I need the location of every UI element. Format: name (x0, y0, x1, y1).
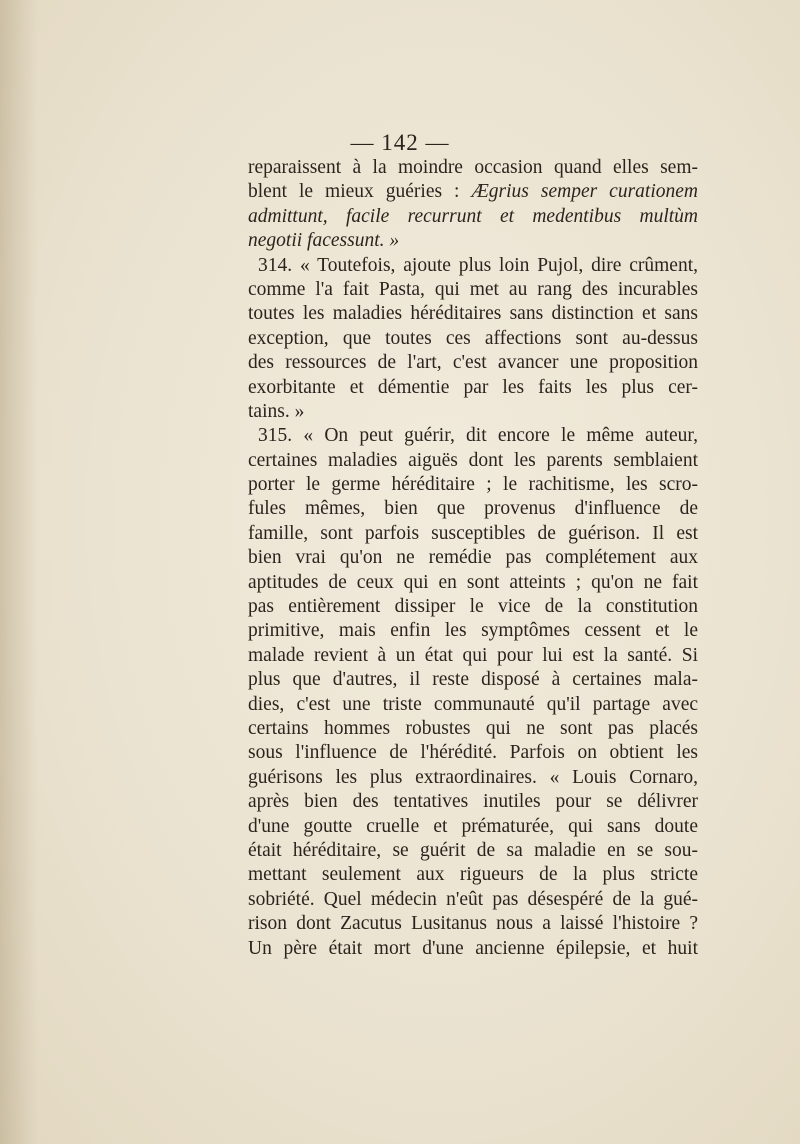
text-line: exception, que toutes ces affections sont au-dessus (248, 327, 698, 349)
text-line: sobriété. Quel médecin n'eût pas désespéré de la gué- (248, 888, 698, 910)
text-line: d'une goutte cruelle et prématurée, qui sans doute (248, 815, 698, 837)
text-line: mettant seulement aux rigueurs de la plus stricte (248, 864, 698, 886)
body-text (248, 156, 698, 961)
text-line: bien vrai qu'on ne remédie pas complétement aux (248, 547, 698, 569)
text-line-plain: blent le mieux guéries : (248, 181, 472, 203)
text-line: sous l'influence de l'hérédité. Parfois on obtient les (248, 742, 698, 764)
text-line: famille, sont parfois susceptibles de guérison. Il est (248, 522, 698, 544)
text-line: reparaissent à la moindre occasion quand elles sem- (248, 157, 698, 178)
text-line: tains. » (248, 400, 305, 422)
page-number-header: — 142 — (350, 130, 450, 155)
text-line: malade revient à un état qui pour lui est la santé. Si (248, 644, 698, 666)
text-line: pas entièrement dissiper le vice de la constitution (248, 596, 698, 618)
text-line: primitive, mais enfin les symptômes cessent et le (248, 620, 698, 642)
text-line: comme l'a fait Pasta, qui met au rang des incurables (248, 278, 698, 300)
text-line: Un père était mort d'une ancienne épilepsie, et huit (248, 937, 698, 959)
latin-quote-line: negotii facessunt. » (248, 230, 400, 252)
text-line: exorbitante et démentie par les faits les plus cer- (248, 376, 698, 398)
paragraph-315-start: 315. « On peut guérir, dit encore le même auteur, (258, 425, 698, 447)
text-line: après bien des tentatives inutiles pour se délivrer (248, 791, 698, 813)
text-line (248, 180, 698, 204)
text-line: certains hommes robustes qui ne sont pas placés (248, 717, 698, 739)
text-line: toutes les maladies héréditaires sans distinction et sans (248, 303, 698, 325)
text-line: plus que d'autres, il reste disposé à certaines mala- (248, 669, 698, 691)
text-line: dies, c'est une triste communauté qu'il partage avec (248, 693, 698, 715)
latin-quote: Ægrius semper curationem (471, 181, 698, 203)
text-line: certaines maladies aiguës dont les parents semblaient (248, 449, 698, 471)
text-line: fules mêmes, bien que provenus d'influence de (248, 498, 698, 520)
text-line: était héréditaire, se guérit de sa maladie en se sou- (248, 839, 698, 861)
paragraph-314-start: 314. « Toutefois, ajoute plus loin Pujol, dire crûment, (258, 254, 698, 276)
page-edge-shadow (0, 0, 38, 1144)
text-line: des ressources de l'art, c'est avancer une proposition (248, 352, 698, 374)
text-line: aptitudes de ceux qui en sont atteints ; qu'on ne fait (248, 571, 698, 593)
latin-quote-line: admittunt, facile recurrunt et medentibus multùm (248, 205, 698, 227)
text-line: rison dont Zacutus Lusitanus nous a laissé l'histoire ? (248, 913, 698, 935)
text-line: porter le germe héréditaire ; le rachitisme, les scro- (248, 474, 698, 496)
text-line: guérisons les plus extraordinaires. « Louis Cornaro, (248, 766, 698, 788)
